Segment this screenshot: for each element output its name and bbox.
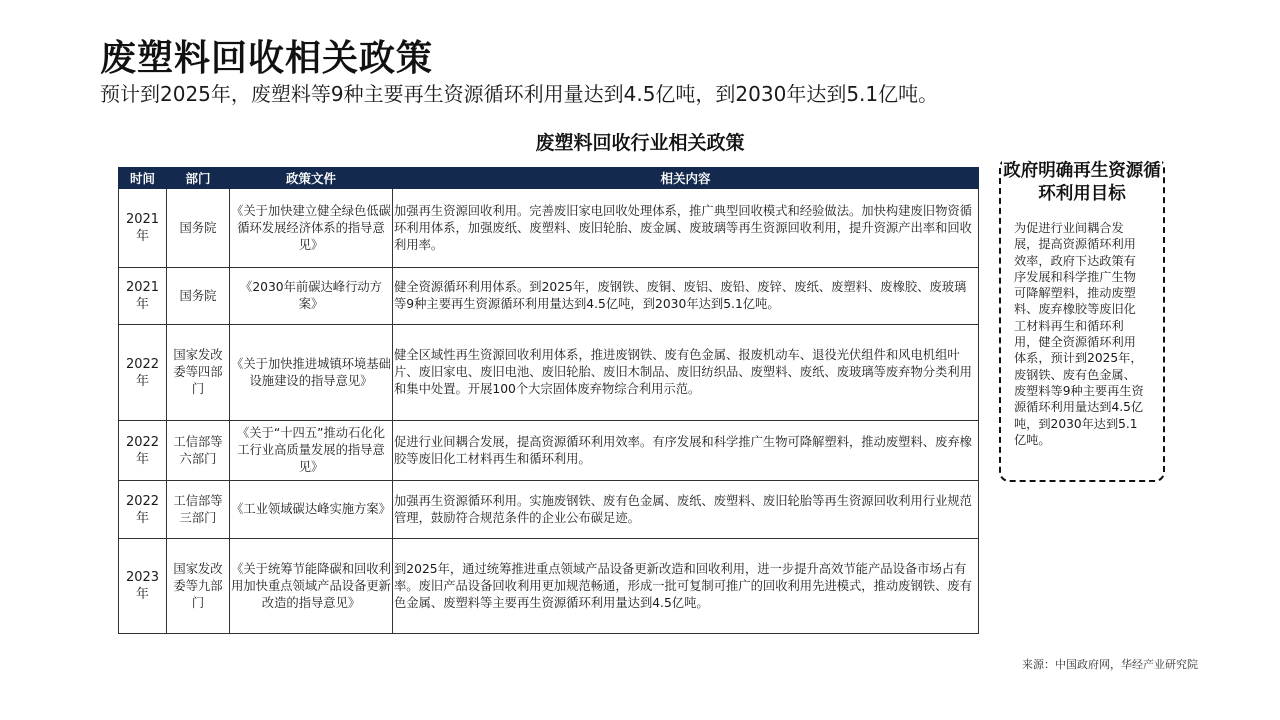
cell-year: 2022年: [119, 421, 167, 481]
cell-year: 2021年: [119, 268, 167, 325]
cell-year: 2021年: [119, 189, 167, 268]
callout-body: 为促进行业间耦合发展，提高资源循环利用效率，政府下达政策有序发展和科学推广生物可降解塑料，推动废塑料、废弃橡胶等废旧化工材料再生和循环利用，健全资源循环利用体系，预计到2025年，废钢铁、废有色金属、废塑料等9种主要再生资源循环利用量达到4.5亿吨，到2030年达到5.1亿吨。: [1014, 221, 1144, 447]
table-title: 废塑料回收行业相关政策: [535, 132, 745, 154]
page-title: 废塑料回收相关政策: [100, 38, 434, 79]
cell-doc: 《工业领域碳达峰实施方案》: [230, 481, 393, 539]
policy-table: [118, 167, 979, 634]
column-header-content: 相关内容: [393, 168, 979, 189]
callout-title: 政府明确再生资源循环利用目标: [1002, 158, 1162, 208]
table-header-row: [119, 168, 979, 189]
column-header-time: 时间: [119, 168, 167, 189]
cell-doc: 《关于“十四五”推动石化化工行业高质量发展的指导意见》: [230, 421, 393, 481]
column-header-doc: 政策文件: [230, 168, 393, 189]
cell-doc: 《关于加快建立健全绿色低碳循环发展经济体系的指导意见》: [230, 189, 393, 268]
page-subtitle: 预计到2025年，废塑料等9种主要再生资源循环利用量达到4.5亿吨，到2030年达到5.1亿吨。: [100, 82, 939, 106]
cell-doc: 《关于加快推进城镇环境基础设施建设的指导意见》: [230, 325, 393, 421]
cell-content: 健全区域性再生资源回收利用体系，推进废钢铁、废有色金属、报废机动车、退役光伏组件和风电机组叶片、废旧家电、废旧电池、废旧轮胎、废旧木制品、废旧纺织品、废塑料、废纸、废玻璃等废弃物分类利用和集中处置。开展100个大宗固体废弃物综合利用示范。: [393, 325, 979, 421]
cell-year: 2022年: [119, 325, 167, 421]
cell-dept: 国家发改委等四部门: [167, 325, 230, 421]
cell-doc: 《2030年前碳达峰行动方案》: [230, 268, 393, 325]
column-header-dept: 部门: [167, 168, 230, 189]
table-row: [119, 539, 979, 634]
cell-content: 加强再生资源循环利用。实施废钢铁、废有色金属、废纸、废塑料、废旧轮胎等再生资源回收利用行业规范管理，鼓励符合规范条件的企业公布碳足迹。: [393, 481, 979, 539]
cell-dept: 工信部等六部门: [167, 421, 230, 481]
table-row: [119, 481, 979, 539]
table-row: [119, 325, 979, 421]
cell-dept: 工信部等三部门: [167, 481, 230, 539]
cell-dept: 国务院: [167, 268, 230, 325]
cell-content: 到2025年，通过统筹推进重点领域产品设备更新改造和回收利用，进一步提升高效节能产品设备市场占有率。废旧产品设备回收利用更加规范畅通，形成一批可复制可推广的回收利用先进模式，推动废钢铁、废有色金属、废塑料等主要再生资源循环利用量达到4.5亿吨。: [393, 539, 979, 634]
source-note: 来源：中国政府网，华经产业研究院: [1022, 658, 1198, 671]
table-row: [119, 421, 979, 481]
cell-content: 健全资源循环利用体系。到2025年，废钢铁、废铜、废铝、废铅、废锌、废纸、废塑料、废橡胶、废玻璃等9种主要再生资源循环利用量达到4.5亿吨，到2030年达到5.1亿吨。: [393, 268, 979, 325]
table-row: [119, 189, 979, 268]
cell-doc: 《关于统筹节能降碳和回收利用加快重点领域产品设备更新改造的指导意见》: [230, 539, 393, 634]
cell-year: 2023年: [119, 539, 167, 634]
cell-dept: 国务院: [167, 189, 230, 268]
cell-content: 加强再生资源回收利用。完善废旧家电回收处理体系，推广典型回收模式和经验做法。加快构建废旧物资循环利用体系，加强废纸、废塑料、废旧轮胎、废金属、废玻璃等再生资源回收利用，提升资源产出率和回收利用率。: [393, 189, 979, 268]
cell-content: 促进行业间耦合发展，提高资源循环利用效率。有序发展和科学推广生物可降解塑料，推动废塑料、废弃橡胶等废旧化工材料再生和循环利用。: [393, 421, 979, 481]
cell-year: 2022年: [119, 481, 167, 539]
cell-dept: 国家发改委等九部门: [167, 539, 230, 634]
table-row: [119, 268, 979, 325]
